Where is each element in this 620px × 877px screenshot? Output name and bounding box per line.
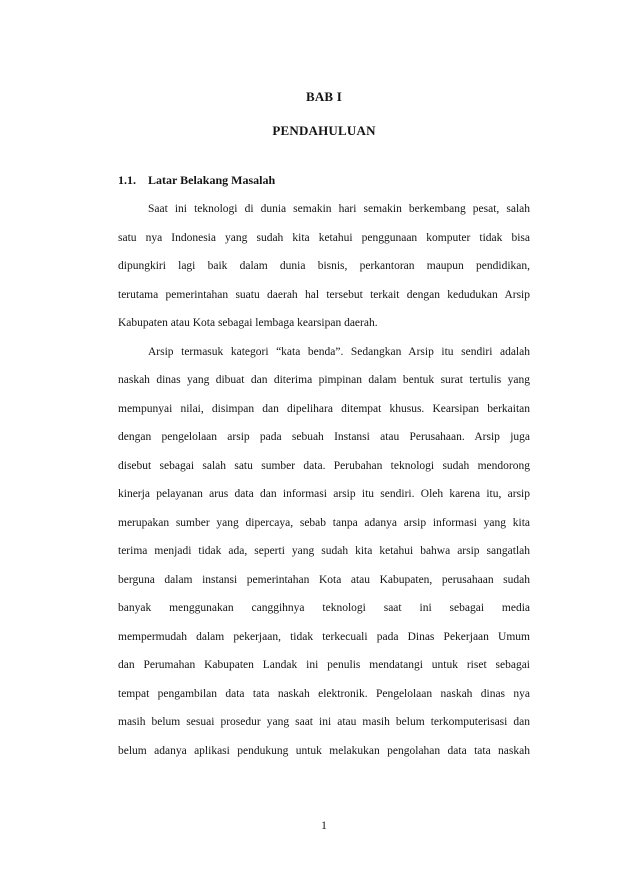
chapter-title: PENDAHULUAN xyxy=(272,123,376,138)
text-line: naskah dinas yang dibuat dan diterima pimpinan dalam bentuk surat tertulis yang xyxy=(118,374,530,386)
text-line: merupakan sumber yang dipercaya, sebab tanpa adanya arsip informasi yang kita xyxy=(118,516,530,529)
text-line: terutama pemerintahan suatu daerah hal tersebut terkait dengan kedudukan Arsip xyxy=(118,288,530,301)
text-line: Arsip termasuk kategori “kata benda”. Sedangkan Arsip itu sendiri adalah xyxy=(148,345,530,358)
text-line: belum adanya aplikasi pendukung untuk melakukan pengolahan data tata naskah xyxy=(118,744,530,757)
text-line: dipungkiri lagi baik dalam dunia bisnis, perkantoran maupun pendidikan, xyxy=(118,260,530,272)
text-line: banyak menggunakan canggihnya teknologi saat ini sebagai media xyxy=(118,602,530,614)
text-line: satu nya Indonesia yang sudah kita ketahui penggunaan komputer tidak bisa xyxy=(118,231,530,244)
text-line: disebut sebagai salah satu sumber data. Perubahan teknologi sudah mendorong xyxy=(118,459,530,472)
text-line: dengan pengelolaan arsip pada sebuah Instansi atau Perusahaan. Arsip juga xyxy=(118,431,530,443)
paragraph-1 xyxy=(118,195,530,338)
section-number: 1.1. xyxy=(118,173,136,187)
text-line: tempat pengambilan data tata naskah elektronik. Pengelolaan naskah dinas nya xyxy=(118,687,530,700)
paragraph-2 xyxy=(118,338,530,766)
section-title: Latar Belakang Masalah xyxy=(148,173,276,187)
text-line: kinerja pelayanan arus data dan informasi arsip itu sendiri. Oleh karena itu, arsip xyxy=(118,488,530,500)
text-line: masih belum sesuai prosedur yang saat ini atau masih belum terkomputerisasi dan xyxy=(118,716,530,728)
section-heading xyxy=(118,166,530,195)
chapter-label: BAB I xyxy=(305,89,343,104)
text-line: berguna dalam instansi pemerintahan Kota atau Kabupaten, perusahaan sudah xyxy=(118,573,530,586)
text-line: dan Perumahan Kabupaten Landak ini penulis mendatangi untuk riset sebagai xyxy=(118,659,530,671)
text-line: Saat ini teknologi di dunia semakin hari semakin berkembang pesat, salah xyxy=(148,203,530,215)
text-line: terima menjadi tidak ada, seperti yang sudah kita ketahui bahwa arsip sangatlah xyxy=(118,545,530,557)
text-line: mempunyai nilai, disimpan dan dipelihara ditempat khusus. Kearsipan berkaitan xyxy=(118,402,530,415)
page-number: 1 xyxy=(321,820,327,832)
text-line: Kabupaten atau Kota sebagai lembaga kearsipan daerah. xyxy=(118,317,378,329)
body-text xyxy=(118,195,530,765)
text-line: mempermudah dalam pekerjaan, tidak terkecuali pada Dinas Pekerjaan Umum xyxy=(118,630,530,643)
